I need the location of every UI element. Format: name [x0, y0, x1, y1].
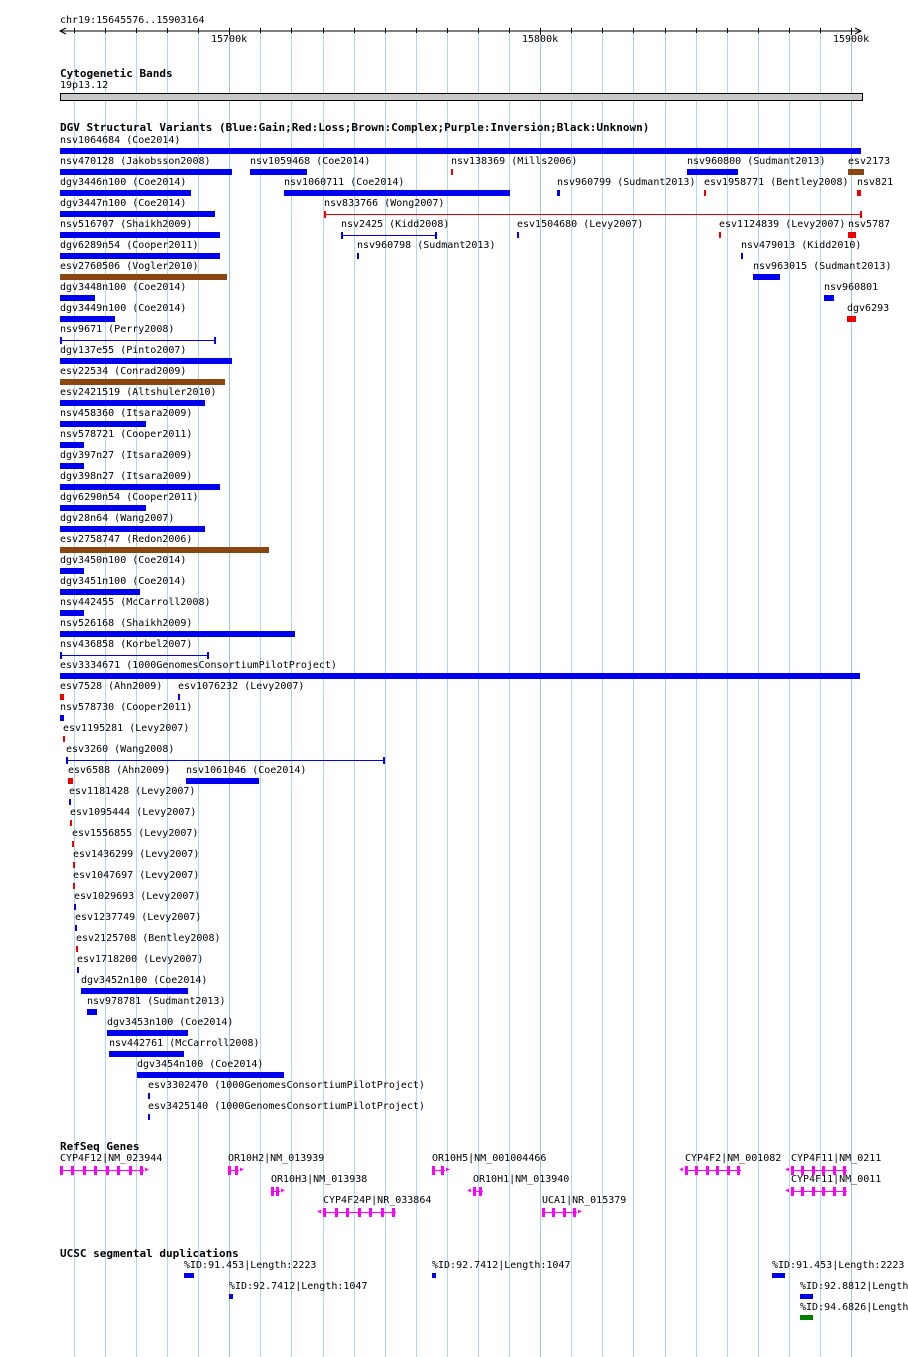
gene-intron-line[interactable]: [685, 1170, 741, 1171]
dgv-feature-bar[interactable]: [60, 655, 208, 656]
dgv-feature-label: esv3425140 (1000GenomesConsortiumPilotProject): [148, 1101, 425, 1112]
dgv-feature-bar[interactable]: [60, 295, 95, 301]
dgv-feature-label: esv2125708 (Bentley2008): [76, 933, 221, 944]
dgv-feature-label: nsv833766 (Wong2007): [324, 198, 445, 209]
dgv-feature-bar[interactable]: [341, 235, 436, 236]
dgv-feature-cap[interactable]: [66, 757, 68, 764]
dgv-feature-label: esv3334671 (1000GenomesConsortiumPilotProject): [60, 660, 337, 671]
dgv-feature-bar[interactable]: [517, 232, 519, 238]
gene-exon[interactable]: [358, 1208, 361, 1217]
segdup-bar[interactable]: [800, 1315, 813, 1320]
ruler-tick-label: 15900k: [833, 34, 870, 45]
gene-label: CYP4F11|NM_0211: [791, 1153, 882, 1164]
dgv-feature-label: dgv6293: [847, 303, 890, 314]
dgv-feature-label: esv1237749 (Levy2007): [75, 912, 202, 923]
segdup-bar[interactable]: [432, 1273, 436, 1278]
dgv-feature-bar[interactable]: [60, 673, 860, 679]
strand-reverse-icon: ◂: [466, 1185, 473, 1196]
dgv-feature-bar[interactable]: [77, 967, 79, 973]
gene-intron-line[interactable]: [791, 1170, 847, 1171]
dgv-feature-cap[interactable]: [60, 652, 62, 659]
dgv-feature-bar[interactable]: [60, 484, 220, 490]
gene-intron-line[interactable]: [542, 1212, 577, 1213]
dgv-feature-cap[interactable]: [341, 232, 343, 239]
dgv-feature-label: esv1195281 (Levy2007): [63, 723, 190, 734]
segdup-label: %ID:92.8812|Length: [800, 1281, 908, 1292]
dgv-feature-label: nsv960801: [824, 282, 879, 293]
dgv-feature-bar[interactable]: [137, 1072, 284, 1078]
gene-exon[interactable]: [843, 1187, 846, 1196]
dgv-feature-bar[interactable]: [60, 190, 191, 196]
dgv-feature-bar[interactable]: [847, 316, 856, 322]
segdup-label: %ID:91.453|Length:2223: [772, 1260, 905, 1271]
dgv-feature-label: nsv526168 (Shaikh2009): [60, 618, 193, 629]
dgv-feature-label: dgv28n64 (Wang2007): [60, 513, 175, 524]
gene-label: UCA1|NR_015379: [542, 1195, 627, 1206]
gene-exon[interactable]: [479, 1187, 482, 1196]
dgv-feature-label: esv7528 (Ahn2009): [60, 681, 163, 692]
dgv-feature-bar[interactable]: [687, 169, 738, 175]
dgv-feature-bar[interactable]: [74, 904, 76, 910]
dgv-feature-label: nsv516707 (Shaikh2009): [60, 219, 193, 230]
dgv-feature-label: nsv1059468 (Coe2014): [250, 156, 371, 167]
gene-exon[interactable]: [737, 1166, 740, 1175]
dgv-feature-label: nsv5787: [848, 219, 891, 230]
dgv-feature-label: dgv3454n100 (Coe2014): [137, 1059, 264, 1070]
dgv-feature-bar[interactable]: [68, 778, 73, 784]
dgv-feature-label: dgv6289n54 (Cooper2011): [60, 240, 199, 251]
refseq-track-title: RefSeq Genes: [60, 1140, 140, 1153]
gene-exon[interactable]: [83, 1166, 86, 1175]
gene-exon[interactable]: [323, 1208, 326, 1217]
gene-exon[interactable]: [235, 1166, 238, 1175]
dgv-feature-bar[interactable]: [60, 631, 295, 637]
strand-reverse-icon: ◂: [316, 1206, 323, 1217]
dgv-feature-bar[interactable]: [73, 862, 75, 868]
dgv-feature-label: dgv397n27 (Itsara2009): [60, 450, 193, 461]
gene-exon[interactable]: [276, 1187, 279, 1196]
strand-forward-icon: ▸: [239, 1164, 246, 1175]
dgv-feature-bar[interactable]: [704, 190, 706, 196]
dgv-feature-bar[interactable]: [857, 190, 861, 196]
dgv-feature-cap[interactable]: [60, 337, 62, 344]
dgv-feature-label: esv1504680 (Levy2007): [517, 219, 644, 230]
dgv-feature-label: nsv578730 (Cooper2011): [60, 702, 193, 713]
dgv-feature-bar[interactable]: [60, 526, 205, 532]
cytoband-label: 19p13.12: [60, 80, 109, 91]
dgv-feature-label: nsv1060711 (Coe2014): [284, 177, 405, 188]
dgv-feature-label: nsv960799 (Sudmant2013): [557, 177, 696, 188]
dgv-feature-label: nsv1064684 (Coe2014): [60, 135, 181, 146]
dgv-feature-label: esv1124839 (Levy2007): [719, 219, 846, 230]
dgv-feature-label: esv1181428 (Levy2007): [69, 786, 196, 797]
dgv-feature-bar[interactable]: [848, 232, 856, 238]
dgv-feature-bar[interactable]: [107, 1030, 188, 1036]
dgv-feature-label: dgv398n27 (Itsara2009): [60, 471, 193, 482]
gene-label: CYP4F12|NM_023944: [60, 1153, 163, 1164]
dgv-feature-label: nsv138369 (Mills2006): [451, 156, 578, 167]
dgv-feature-bar[interactable]: [250, 169, 307, 175]
strand-reverse-icon: ◂: [784, 1164, 791, 1175]
gene-exon[interactable]: [129, 1166, 132, 1175]
dgv-feature-bar[interactable]: [60, 316, 115, 322]
dgv-feature-bar[interactable]: [178, 694, 180, 700]
dgv-feature-bar[interactable]: [824, 295, 834, 301]
dgv-feature-label: dgv3449n100 (Coe2014): [60, 303, 187, 314]
dgv-feature-label: dgv137e55 (Pinto2007): [60, 345, 187, 356]
gene-label: CYP4F2|NM_001082: [685, 1153, 782, 1164]
dgv-feature-bar[interactable]: [60, 379, 225, 385]
gene-exon[interactable]: [695, 1166, 698, 1175]
dgv-feature-bar[interactable]: [60, 211, 215, 217]
dgv-feature-cap[interactable]: [214, 337, 216, 344]
gene-exon[interactable]: [432, 1166, 435, 1175]
gene-exon[interactable]: [71, 1166, 74, 1175]
dgv-feature-label: nsv9671 (Perry2008): [60, 324, 175, 335]
dgv-feature-bar[interactable]: [69, 799, 71, 805]
dgv-feature-bar[interactable]: [60, 253, 220, 259]
gene-exon[interactable]: [392, 1208, 395, 1217]
dgv-feature-bar[interactable]: [186, 778, 259, 784]
gene-exon[interactable]: [563, 1208, 566, 1217]
dgv-feature-label: dgv6290n54 (Cooper2011): [60, 492, 199, 503]
dgv-feature-bar[interactable]: [60, 274, 227, 280]
gene-exon[interactable]: [271, 1187, 274, 1196]
dgv-feature-bar[interactable]: [72, 841, 74, 847]
dgv-feature-label: esv2760506 (Vogler2010): [60, 261, 199, 272]
dgv-track-title: DGV Structural Variants (Blue:Gain;Red:Loss;Brown:Complex;Purple:Inversion;Black:Unknown): [60, 121, 650, 134]
dgv-feature-label: esv1436299 (Levy2007): [73, 849, 200, 860]
dgv-feature-bar[interactable]: [60, 340, 215, 341]
dgv-feature-bar[interactable]: [60, 421, 146, 427]
dgv-feature-label: esv1718200 (Levy2007): [77, 954, 204, 965]
dgv-feature-label: esv3260 (Wang2008): [66, 744, 175, 755]
gene-exon[interactable]: [473, 1187, 476, 1196]
dgv-feature-bar[interactable]: [76, 946, 78, 952]
strand-reverse-icon: ◂: [784, 1185, 791, 1196]
ruler-tick-label: 15800k: [522, 34, 559, 45]
gene-exon[interactable]: [833, 1187, 836, 1196]
dgv-feature-label: nsv963015 (Sudmant2013): [753, 261, 892, 272]
strand-forward-icon: ▸: [577, 1206, 584, 1217]
gene-exon[interactable]: [94, 1166, 97, 1175]
gene-exon[interactable]: [335, 1208, 338, 1217]
dgv-feature-bar[interactable]: [60, 547, 269, 553]
dgv-feature-bar[interactable]: [60, 169, 232, 175]
dgv-feature-label: dgv3447n100 (Coe2014): [60, 198, 187, 209]
dgv-feature-bar[interactable]: [324, 214, 861, 215]
gene-exon[interactable]: [791, 1187, 794, 1196]
dgv-feature-bar[interactable]: [60, 400, 205, 406]
segdup-track-title: UCSC segmental duplications: [60, 1247, 239, 1260]
dgv-feature-bar[interactable]: [60, 715, 64, 721]
dgv-feature-bar[interactable]: [75, 925, 77, 931]
dgv-feature-label: nsv458360 (Itsara2009): [60, 408, 193, 419]
gene-exon[interactable]: [716, 1166, 719, 1175]
dgv-feature-bar[interactable]: [60, 463, 84, 469]
ruler-location: chr19:15645576..15903164: [60, 15, 205, 26]
dgv-feature-cap[interactable]: [207, 652, 209, 659]
dgv-feature-label: nsv960800 (Sudmant2013): [687, 156, 826, 167]
dgv-feature-bar[interactable]: [70, 820, 72, 826]
dgv-feature-label: dgv3450n100 (Coe2014): [60, 555, 187, 566]
segdup-label: %ID:94.6826|Length: [800, 1302, 908, 1313]
dgv-feature-label: esv3302470 (1000GenomesConsortiumPilotProject): [148, 1080, 425, 1091]
dgv-feature-label: nsv479013 (Kidd2010): [741, 240, 862, 251]
strand-forward-icon: ▸: [280, 1185, 287, 1196]
dgv-feature-cap[interactable]: [324, 211, 326, 218]
segdup-label: %ID:91.453|Length:2223: [184, 1260, 317, 1271]
segdup-label: %ID:92.7412|Length:1047: [229, 1281, 368, 1292]
gene-label: CYP4F11|NM_0011: [791, 1174, 882, 1185]
gene-label: OR10H5|NM_001004466: [432, 1153, 547, 1164]
dgv-feature-bar[interactable]: [60, 505, 146, 511]
dgv-feature-label: esv1029693 (Levy2007): [74, 891, 201, 902]
dgv-feature-bar[interactable]: [848, 169, 864, 175]
dgv-feature-bar[interactable]: [87, 1009, 97, 1015]
gene-exon[interactable]: [822, 1187, 825, 1196]
dgv-feature-label: nsv978781 (Sudmant2013): [87, 996, 226, 1007]
gene-exon[interactable]: [381, 1208, 384, 1217]
dgv-feature-bar[interactable]: [60, 148, 861, 154]
dgv-feature-label: dgv3448n100 (Coe2014): [60, 282, 187, 293]
dgv-feature-bar[interactable]: [81, 988, 188, 994]
dgv-feature-bar[interactable]: [60, 232, 220, 238]
dgv-feature-label: esv1047697 (Levy2007): [73, 870, 200, 881]
dgv-feature-bar[interactable]: [60, 589, 140, 595]
dgv-feature-label: nsv470128 (Jakobsson2008): [60, 156, 211, 167]
dgv-feature-label: esv1958771 (Bentley2008): [704, 177, 849, 188]
strand-forward-icon: ▸: [144, 1164, 151, 1175]
dgv-feature-bar[interactable]: [109, 1051, 184, 1057]
dgv-feature-bar[interactable]: [60, 568, 84, 574]
dgv-feature-bar[interactable]: [357, 253, 359, 259]
dgv-feature-bar[interactable]: [451, 169, 453, 175]
gene-label: OR10H2|NM_013939: [228, 1153, 325, 1164]
dgv-feature-bar[interactable]: [60, 358, 232, 364]
dgv-feature-bar[interactable]: [66, 760, 384, 761]
gene-label: CYP4F24P|NR_033864: [323, 1195, 432, 1206]
dgv-feature-label: nsv578721 (Cooper2011): [60, 429, 193, 440]
gene-exon[interactable]: [140, 1166, 143, 1175]
segdup-bar[interactable]: [772, 1273, 785, 1278]
ruler-tick-label: 15700k: [211, 34, 248, 45]
dgv-feature-label: dgv3451n100 (Coe2014): [60, 576, 187, 587]
cytoband-bar[interactable]: [60, 93, 863, 101]
dgv-feature-label: esv1076232 (Levy2007): [178, 681, 305, 692]
dgv-feature-label: dgv3453n100 (Coe2014): [107, 1017, 234, 1028]
segdup-label: %ID:92.7412|Length:1047: [432, 1260, 571, 1271]
dgv-feature-bar[interactable]: [60, 442, 84, 448]
dgv-feature-bar[interactable]: [284, 190, 510, 196]
gene-intron-line[interactable]: [791, 1191, 847, 1192]
segdup-bar[interactable]: [800, 1294, 813, 1299]
gene-exon[interactable]: [706, 1166, 709, 1175]
dgv-feature-label: esv1095444 (Levy2007): [70, 807, 197, 818]
strand-forward-icon: ▸: [445, 1164, 452, 1175]
segdup-bar[interactable]: [229, 1294, 233, 1299]
strand-reverse-icon: ◂: [678, 1164, 685, 1175]
dgv-feature-label: dgv3446n100 (Coe2014): [60, 177, 187, 188]
dgv-feature-bar[interactable]: [753, 274, 780, 280]
gene-exon[interactable]: [812, 1187, 815, 1196]
dgv-feature-label: nsv436858 (Korbel2007): [60, 639, 193, 650]
gene-exon[interactable]: [117, 1166, 120, 1175]
gene-exon[interactable]: [441, 1166, 444, 1175]
dgv-feature-bar[interactable]: [148, 1114, 150, 1120]
gene-exon[interactable]: [60, 1166, 63, 1175]
dgv-feature-cap[interactable]: [860, 211, 862, 218]
dgv-feature-label: nsv442455 (McCarroll2008): [60, 597, 211, 608]
dgv-feature-bar[interactable]: [73, 883, 75, 889]
dgv-feature-bar[interactable]: [741, 253, 743, 259]
dgv-feature-bar[interactable]: [60, 694, 64, 700]
dgv-feature-bar[interactable]: [63, 736, 65, 742]
gene-label: OR10H3|NM_013938: [271, 1174, 368, 1185]
dgv-feature-label: nsv821: [857, 177, 894, 188]
dgv-feature-label: esv2173: [848, 156, 891, 167]
dgv-feature-label: nsv1061046 (Coe2014): [186, 765, 307, 776]
dgv-feature-label: esv2421519 (Altshuler2010): [60, 387, 217, 398]
dgv-feature-label: nsv960798 (Sudmant2013): [357, 240, 496, 251]
dgv-feature-label: nsv442761 (McCarroll2008): [109, 1038, 260, 1049]
gene-exon[interactable]: [801, 1187, 804, 1196]
gene-exon[interactable]: [552, 1208, 555, 1217]
dgv-feature-label: nsv2425 (Kidd2008): [341, 219, 450, 230]
gene-exon[interactable]: [542, 1208, 545, 1217]
gene-exon[interactable]: [228, 1166, 231, 1175]
gene-exon[interactable]: [106, 1166, 109, 1175]
dgv-feature-cap[interactable]: [383, 757, 385, 764]
dgv-feature-bar[interactable]: [60, 610, 84, 616]
dgv-feature-label: esv1556855 (Levy2007): [72, 828, 199, 839]
dgv-feature-bar[interactable]: [557, 190, 560, 196]
dgv-feature-bar[interactable]: [148, 1093, 150, 1099]
gene-exon[interactable]: [573, 1208, 576, 1217]
gene-exon[interactable]: [346, 1208, 349, 1217]
dgv-feature-label: esv6588 (Ahn2009): [68, 765, 171, 776]
dgv-feature-label: esv2758747 (Redon2006): [60, 534, 193, 545]
gene-exon[interactable]: [685, 1166, 688, 1175]
gene-exon[interactable]: [369, 1208, 372, 1217]
dgv-feature-label: esv22534 (Conrad2009): [60, 366, 187, 377]
dgv-feature-cap[interactable]: [435, 232, 437, 239]
cytoband-track-title: Cytogenetic Bands: [60, 67, 173, 80]
gene-exon[interactable]: [727, 1166, 730, 1175]
gene-label: OR10H1|NM_013940: [473, 1174, 570, 1185]
dgv-feature-bar[interactable]: [719, 232, 721, 238]
dgv-feature-label: dgv3452n100 (Coe2014): [81, 975, 208, 986]
segdup-bar[interactable]: [184, 1273, 194, 1278]
